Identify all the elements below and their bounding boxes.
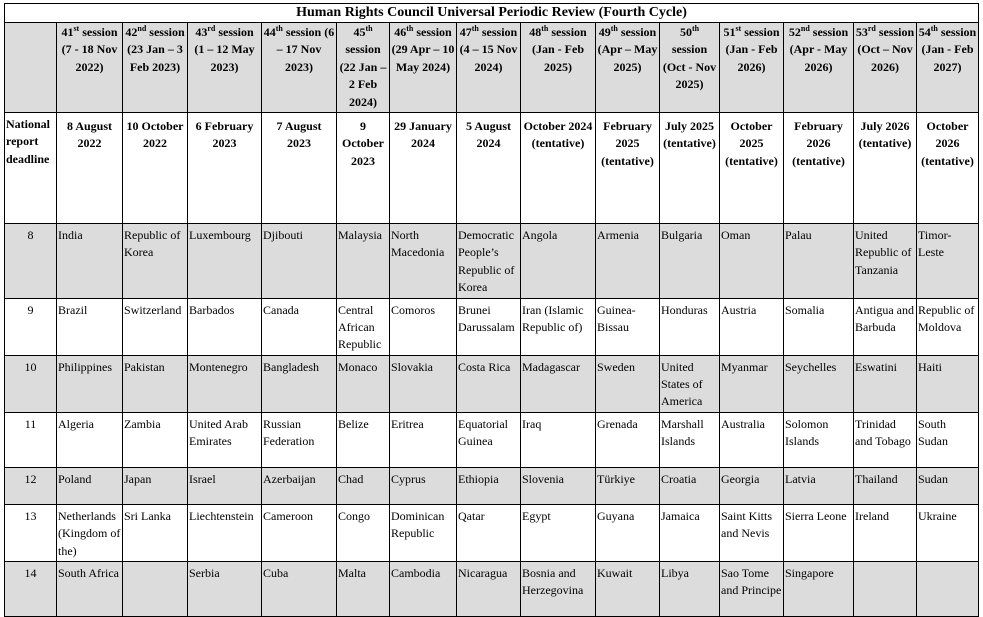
session-ordinal-suffix: th: [365, 24, 373, 33]
country-cell: Sudan: [917, 467, 979, 504]
session-dates: (Apr - May 2026): [789, 42, 848, 74]
session-number: 47: [459, 25, 472, 39]
country-cell: Israel: [188, 467, 262, 504]
session-word: session: [218, 25, 254, 39]
country-cell: United Republic of Tanzania: [854, 223, 917, 298]
session-dates: (Jan - Feb 2026): [725, 42, 778, 74]
session-header-48: [521, 23, 596, 113]
session-ordinal-suffix: rd: [207, 24, 216, 33]
country-cell: Bulgaria: [660, 223, 720, 298]
country-cell: Türkiye: [596, 467, 660, 504]
country-cell: Philippines: [57, 355, 123, 412]
country-cell: Libya: [660, 562, 720, 617]
country-cell: Zambia: [123, 412, 188, 467]
country-cell: Eswatini: [854, 355, 917, 412]
country-cell: Dominican Republic: [390, 504, 457, 561]
country-cell: Croatia: [660, 467, 720, 504]
country-cell: Egypt: [521, 504, 596, 561]
session-word: session: [149, 25, 185, 39]
country-cell: South Africa: [57, 562, 123, 617]
country-cell: Saint Kitts and Nevis: [720, 504, 784, 561]
country-cell: North Macedonia: [390, 223, 457, 298]
session-dates: (6 – 17 Nov 2023): [276, 25, 335, 74]
session-header-51: [720, 23, 784, 113]
session-dates: (1 – 12 May 2023): [194, 42, 255, 74]
country-cell: Netherlands (Kingdom of the): [57, 504, 123, 561]
country-cell: Ireland: [854, 504, 917, 561]
country-cell: Iran (Islamic Republic of): [521, 298, 596, 355]
deadline-cell-41: 8 August 2022: [57, 112, 123, 223]
table-row: [5, 504, 979, 561]
session-header-54: [917, 23, 979, 113]
country-cell: Eritrea: [390, 412, 457, 467]
session-number: 53: [855, 25, 868, 39]
country-cell: Democratic People’s Republic of Korea: [457, 223, 521, 298]
session-word: session: [620, 25, 657, 39]
session-dates: (7 - 18 Nov 2022): [61, 42, 118, 74]
country-cell: Malta: [337, 562, 390, 617]
country-cell: Congo: [337, 504, 390, 561]
session-ordinal-suffix: th: [275, 24, 283, 33]
country-cell: Comoros: [390, 298, 457, 355]
row-number: 11: [5, 412, 57, 467]
session-number: 51: [723, 25, 736, 39]
country-cell: United States of America: [660, 355, 720, 412]
country-cell: Cuba: [262, 562, 337, 617]
session-header-43: [188, 23, 262, 113]
country-cell: Pakistan: [123, 355, 188, 412]
country-cell: Sao Tome and Principe: [720, 562, 784, 617]
deadline-cell-50: July 2025 (tentative): [660, 112, 720, 223]
country-cell: Republic of Korea: [123, 223, 188, 298]
deadline-cell-47: 5 August 2024: [457, 112, 521, 223]
country-cell: Armenia: [596, 223, 660, 298]
row-number: 12: [5, 467, 57, 504]
country-cell: South Sudan: [917, 412, 979, 467]
country-cell: India: [57, 223, 123, 298]
country-cell: Madagascar: [521, 355, 596, 412]
table-row: [5, 467, 979, 504]
country-cell: Austria: [720, 298, 784, 355]
table-row: [5, 412, 979, 467]
session-dates: (Apr – May 2025): [597, 42, 658, 74]
country-cell: Switzerland: [123, 298, 188, 355]
session-ordinal-suffix: th: [471, 24, 479, 33]
country-cell: Slovenia: [521, 467, 596, 504]
country-cell: Brazil: [57, 298, 123, 355]
country-cell: Belize: [337, 412, 390, 467]
session-number: 41: [61, 25, 74, 39]
country-cell: Brunei Darussalam: [457, 298, 521, 355]
country-cell: Georgia: [720, 467, 784, 504]
country-cell: Poland: [57, 467, 123, 504]
deadline-cell-49: February 2025 (tentative): [596, 112, 660, 223]
country-cell: Trinidad and Tobago: [854, 412, 917, 467]
country-cell: Jamaica: [660, 504, 720, 561]
country-cell: Monaco: [337, 355, 390, 412]
country-cell: Somalia: [784, 298, 854, 355]
session-ordinal-suffix: th: [691, 24, 700, 33]
session-header-41: [57, 23, 123, 113]
deadline-cell-45: 9 October 2023: [337, 112, 390, 223]
country-cell: Bosnia and Herzegovina: [521, 562, 596, 617]
country-cell: Cameroon: [262, 504, 337, 561]
table-row: [5, 562, 979, 617]
country-cell: Honduras: [660, 298, 720, 355]
country-cell: [854, 562, 917, 617]
session-ordinal-suffix: nd: [137, 24, 147, 33]
country-cell: Republic of Moldova: [917, 298, 979, 355]
country-cell: Angola: [521, 223, 596, 298]
session-number: 49: [598, 25, 611, 39]
session-number: 42: [125, 25, 138, 39]
country-cell: Guinea-Bissau: [596, 298, 660, 355]
country-cell: Equatorial Guinea: [457, 412, 521, 467]
country-cell: Nicaragua: [457, 562, 521, 617]
country-cell: Luxembourg: [188, 223, 262, 298]
country-cell: Marshall Islands: [660, 412, 720, 467]
session-word: session: [812, 25, 849, 39]
country-cell: Djibouti: [262, 223, 337, 298]
session-word: session: [878, 25, 915, 39]
row-number: 8: [5, 223, 57, 298]
session-header-50: [660, 23, 720, 113]
deadline-cell-54: October 2026 (tentative): [917, 112, 979, 223]
country-cell: Qatar: [457, 504, 521, 561]
session-ordinal-suffix: st: [735, 24, 742, 33]
row-number: 10: [5, 355, 57, 412]
session-ordinal-suffix: st: [73, 24, 80, 33]
session-word: session: [416, 25, 452, 39]
session-dates: (23 Jan – 3 Feb 2023): [127, 42, 183, 74]
country-cell: Iraq: [521, 412, 596, 467]
upr-table: [4, 3, 979, 617]
deadline-cell-52: February 2026 (tentative): [784, 112, 854, 223]
country-cell: Malaysia: [337, 223, 390, 298]
country-cell: Azerbaijan: [262, 467, 337, 504]
session-header-47: [457, 23, 521, 113]
deadline-cell-51: October 2025 (tentative): [720, 112, 784, 223]
deadline-cell-44: 7 August 2023: [262, 112, 337, 223]
session-word: session: [671, 42, 708, 57]
session-header-52: [784, 23, 854, 113]
deadline-cell-48: October 2024 (tentative): [521, 112, 596, 223]
country-cell: Latvia: [784, 467, 854, 504]
session-word: session: [345, 42, 381, 57]
row-number: 13: [5, 504, 57, 561]
session-ordinal-suffix: nd: [800, 24, 810, 33]
country-cell: Antigua and Barbuda: [854, 298, 917, 355]
country-cell: Central African Republic: [337, 298, 390, 355]
session-dates: (Jan - Feb 2027): [921, 42, 974, 74]
row-number: 14: [5, 562, 57, 617]
country-cell: Solomon Islands: [784, 412, 854, 467]
session-ordinal-suffix: th: [930, 24, 938, 33]
country-cell: Sweden: [596, 355, 660, 412]
country-cell: Cambodia: [390, 562, 457, 617]
session-dates: (Jan - Feb 2025): [532, 42, 584, 74]
table-row: [5, 298, 979, 355]
country-cell: United Arab Emirates: [188, 412, 262, 467]
country-cell: Costa Rica: [457, 355, 521, 412]
table-row: [5, 223, 979, 298]
session-ordinal-suffix: rd: [867, 24, 876, 33]
session-dates: (4 – 15 Nov 2024): [459, 42, 518, 74]
country-cell: Barbados: [188, 298, 262, 355]
row-number: 9: [5, 298, 57, 355]
session-number: 52: [788, 25, 801, 39]
session-word: session: [285, 25, 322, 39]
session-dates: (29 Apr – 10 May 2024): [391, 42, 455, 74]
country-cell: Singapore: [784, 562, 854, 617]
session-word: session: [481, 25, 518, 39]
session-header-44: [262, 23, 337, 113]
country-cell: Slovakia: [390, 355, 457, 412]
session-header-42: [123, 23, 188, 113]
country-cell: Liechtenstein: [188, 504, 262, 561]
upr-schedule: [4, 3, 979, 617]
country-cell: Myanmar: [720, 355, 784, 412]
session-number: 43: [195, 25, 208, 39]
deadline-cell-42: 10 October 2022: [123, 112, 188, 223]
country-cell: Australia: [720, 412, 784, 467]
country-cell: Grenada: [596, 412, 660, 467]
country-cell: Serbia: [188, 562, 262, 617]
deadline-cell-43: 6 February 2023: [188, 112, 262, 223]
session-dates: (22 Jan – 2 Feb 2024): [339, 59, 387, 109]
country-cell: Haiti: [917, 355, 979, 412]
session-ordinal-suffix: th: [541, 24, 549, 33]
country-cell: Bangladesh: [262, 355, 337, 412]
country-cell: Canada: [262, 298, 337, 355]
country-cell: Ethiopia: [457, 467, 521, 504]
session-number: 44: [263, 25, 276, 39]
country-cell: Montenegro: [188, 355, 262, 412]
country-cell: [917, 562, 979, 617]
country-cell: [123, 562, 188, 617]
country-cell: Ukraine: [917, 504, 979, 561]
session-ordinal-suffix: th: [610, 24, 618, 33]
session-dates: (Oct – Nov 2026): [857, 42, 913, 74]
session-number: 46: [394, 25, 407, 39]
country-cell: Chad: [337, 467, 390, 504]
country-cell: Japan: [123, 467, 188, 504]
country-cell: Algeria: [57, 412, 123, 467]
country-cell: Guyana: [596, 504, 660, 561]
session-dates: (Oct - Nov 2025): [662, 59, 717, 92]
session-word: session: [744, 25, 780, 39]
country-cell: Russian Federation: [262, 412, 337, 467]
country-cell: Cyprus: [390, 467, 457, 504]
country-cell: Palau: [784, 223, 854, 298]
session-ordinal-suffix: th: [406, 24, 414, 33]
session-header-49: [596, 23, 660, 113]
session-number: 50: [679, 25, 692, 39]
deadline-cell-46: 29 January 2024: [390, 112, 457, 223]
country-cell: Sri Lanka: [123, 504, 188, 561]
session-number: 45: [353, 25, 366, 39]
session-number: 48: [529, 25, 542, 39]
session-header-53: [854, 23, 917, 113]
deadline-cell-53: July 2026 (tentative): [854, 112, 917, 223]
session-number: 54: [918, 25, 931, 39]
country-cell: Timor-Leste: [917, 223, 979, 298]
table-row: [5, 355, 979, 412]
country-cell: Oman: [720, 223, 784, 298]
country-cell: Seychelles: [784, 355, 854, 412]
country-cell: Kuwait: [596, 562, 660, 617]
country-cell: Thailand: [854, 467, 917, 504]
session-word: session: [940, 25, 977, 39]
session-word: session: [551, 25, 587, 39]
session-header-45: [337, 23, 390, 113]
row-label-deadline: National report deadline: [5, 112, 57, 223]
session-word: session: [82, 25, 118, 39]
corner-cell: [5, 23, 57, 113]
session-header-46: [390, 23, 457, 113]
country-cell: Sierra Leone: [784, 504, 854, 561]
table-title: Human Rights Council Universal Periodic Review (Fourth Cycle): [5, 4, 979, 23]
